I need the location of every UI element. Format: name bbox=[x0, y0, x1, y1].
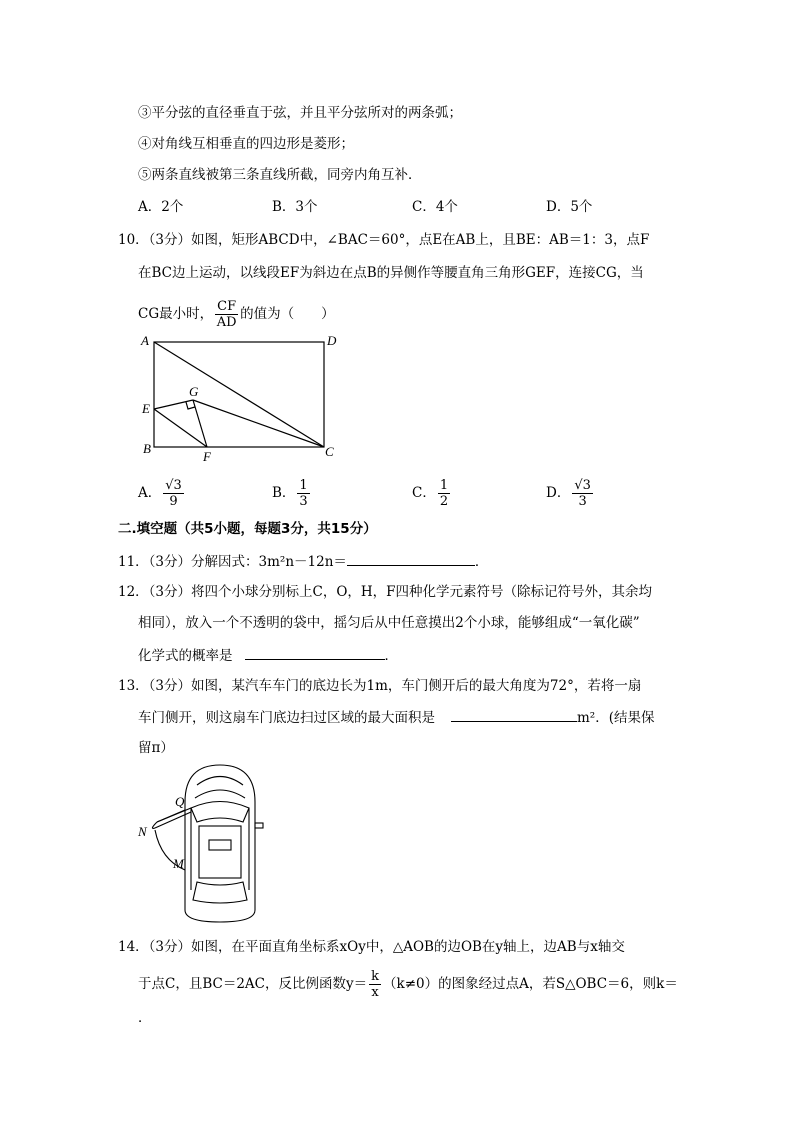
label-f: F bbox=[203, 449, 211, 464]
statement-3: ③平分弦的直径垂直于弦，并且平分弦所对的两条弧； bbox=[138, 105, 462, 121]
q10-option-b-den: 3 bbox=[299, 494, 308, 509]
q10-option-c-label: C． bbox=[412, 485, 436, 501]
q13-answer-blank[interactable] bbox=[451, 707, 577, 722]
q10-option-d-label: D． bbox=[546, 485, 571, 501]
q9-option-d: D．5个 bbox=[546, 199, 593, 215]
segment-ac bbox=[154, 342, 324, 447]
car-right-mirror bbox=[255, 823, 263, 828]
car-body bbox=[185, 765, 255, 922]
q10-line-1: 10．（3分）如图，矩形ABCD中，∠BAC＝60°，点E在AB上，且BE：AB＝1：3，点F bbox=[118, 232, 650, 248]
car-sunroof bbox=[209, 840, 231, 850]
q10-line-3-post: 的值为（ ） bbox=[240, 306, 335, 322]
q14-frac-num: k bbox=[371, 969, 380, 984]
q10-option-d-den: 3 bbox=[578, 494, 587, 509]
q10-figure bbox=[135, 330, 350, 465]
q12-line-3 bbox=[138, 645, 398, 666]
q10-option-c-num: 1 bbox=[439, 478, 449, 493]
q10-option-b-num: 1 bbox=[299, 478, 308, 493]
q10-frac-num: CF bbox=[217, 299, 237, 314]
q10-frac-den: AD bbox=[216, 315, 237, 330]
q12-answer-blank[interactable] bbox=[245, 645, 385, 660]
label-a: A bbox=[141, 333, 149, 348]
q11-answer-blank[interactable] bbox=[347, 551, 475, 566]
q10-option-a-den: 9 bbox=[169, 494, 178, 509]
label-q: Q bbox=[175, 794, 185, 809]
q10-option-c bbox=[412, 473, 452, 513]
q12-end: ． bbox=[384, 648, 398, 664]
q10-option-c-den: 2 bbox=[439, 494, 449, 509]
label-c: C bbox=[325, 444, 334, 459]
q14-line-2-pre: 于点C，且BC＝2AC，反比例函数y＝ bbox=[138, 976, 368, 992]
q10-option-a bbox=[138, 473, 186, 513]
car-hood-line-2 bbox=[195, 790, 245, 798]
q10-line-3-pre: CG最小时， bbox=[138, 306, 214, 322]
q10-option-d-num: √3 bbox=[574, 478, 591, 493]
q12-line-2: 相同），放入一个不透明的袋中，摇匀后从中任意摸出2个小球，能够组成“一氧化碳” bbox=[138, 615, 640, 631]
section-2-heading: 二.填空题（共5小题，每题3分，共15分） bbox=[118, 521, 377, 537]
label-e: E bbox=[142, 401, 150, 416]
q9-option-a: A．2个 bbox=[138, 199, 184, 215]
q12-line-3-text: 化学式的概率是 bbox=[138, 648, 233, 664]
q14-fraction bbox=[369, 969, 381, 1000]
q10-option-d bbox=[546, 473, 595, 513]
q13-line-2-pre: 车门侧开，则这扇车门底边扫过区域的最大面积是 bbox=[138, 710, 435, 726]
q9-option-c: C．4个 bbox=[412, 199, 458, 215]
q12-line-1: 12．（3分）将四个小球分别标上C，O，H，F四种化学元素符号（除标记符号外，其余均 bbox=[118, 584, 653, 600]
q14-frac-den: x bbox=[371, 985, 379, 1000]
q13-line-2-post: m²．(结果保 bbox=[577, 710, 655, 726]
q14-line-2 bbox=[138, 964, 678, 1004]
label-d: D bbox=[327, 333, 337, 348]
q13-car-figure bbox=[135, 760, 270, 930]
q10-option-a-num: √3 bbox=[165, 478, 182, 493]
car-roof bbox=[199, 826, 241, 878]
label-m: M bbox=[173, 856, 184, 871]
statement-4: ④对角线互相垂直的四边形是菱形； bbox=[138, 136, 354, 152]
q10-line-3 bbox=[138, 294, 335, 334]
q14-line-2-post: （k≠0）的图象经过点A，若S△OBC＝6，则k＝ bbox=[383, 976, 678, 992]
car-windshield bbox=[191, 802, 249, 823]
car-hood-line bbox=[197, 777, 243, 786]
q10-fraction bbox=[215, 299, 238, 330]
q13-line-1: 13．（3分）如图，某汽车车门的底边长为1m，车门侧开后的最大角度为72°，若将一扇 bbox=[118, 678, 642, 694]
q14-line-1: 14．（3分）如图，在平面直角坐标系xOy中，△AOB的边OB在y轴上，边AB与x轴交 bbox=[118, 939, 625, 955]
segment-ef bbox=[154, 409, 207, 447]
segment-gf bbox=[193, 400, 207, 447]
label-g: G bbox=[189, 384, 199, 399]
q10-option-b bbox=[272, 473, 312, 513]
q11-line bbox=[118, 551, 488, 572]
q10-line-2: 在BC边上运动，以线段EF为斜边在点B的异侧作等腰直角三角形GEF，连接CG，当 bbox=[138, 265, 644, 281]
q11-text: 11．（3分）分解因式：3m²n－12n＝ bbox=[118, 554, 347, 570]
q14-line-3: ． bbox=[138, 1010, 152, 1026]
car-rear-window bbox=[193, 882, 247, 903]
q13-line-2 bbox=[138, 707, 654, 728]
label-b: B bbox=[143, 441, 151, 456]
q11-end: ． bbox=[474, 554, 489, 570]
q9-option-b: B．3个 bbox=[272, 199, 318, 215]
q13-line-3: 留π） bbox=[138, 740, 174, 756]
q10-option-b-label: B． bbox=[272, 485, 296, 501]
label-n: N bbox=[138, 824, 147, 839]
q10-option-a-label: A． bbox=[138, 485, 162, 501]
statement-5: ⑤两条直线被第三条直线所截，同旁内角互补． bbox=[138, 167, 422, 183]
